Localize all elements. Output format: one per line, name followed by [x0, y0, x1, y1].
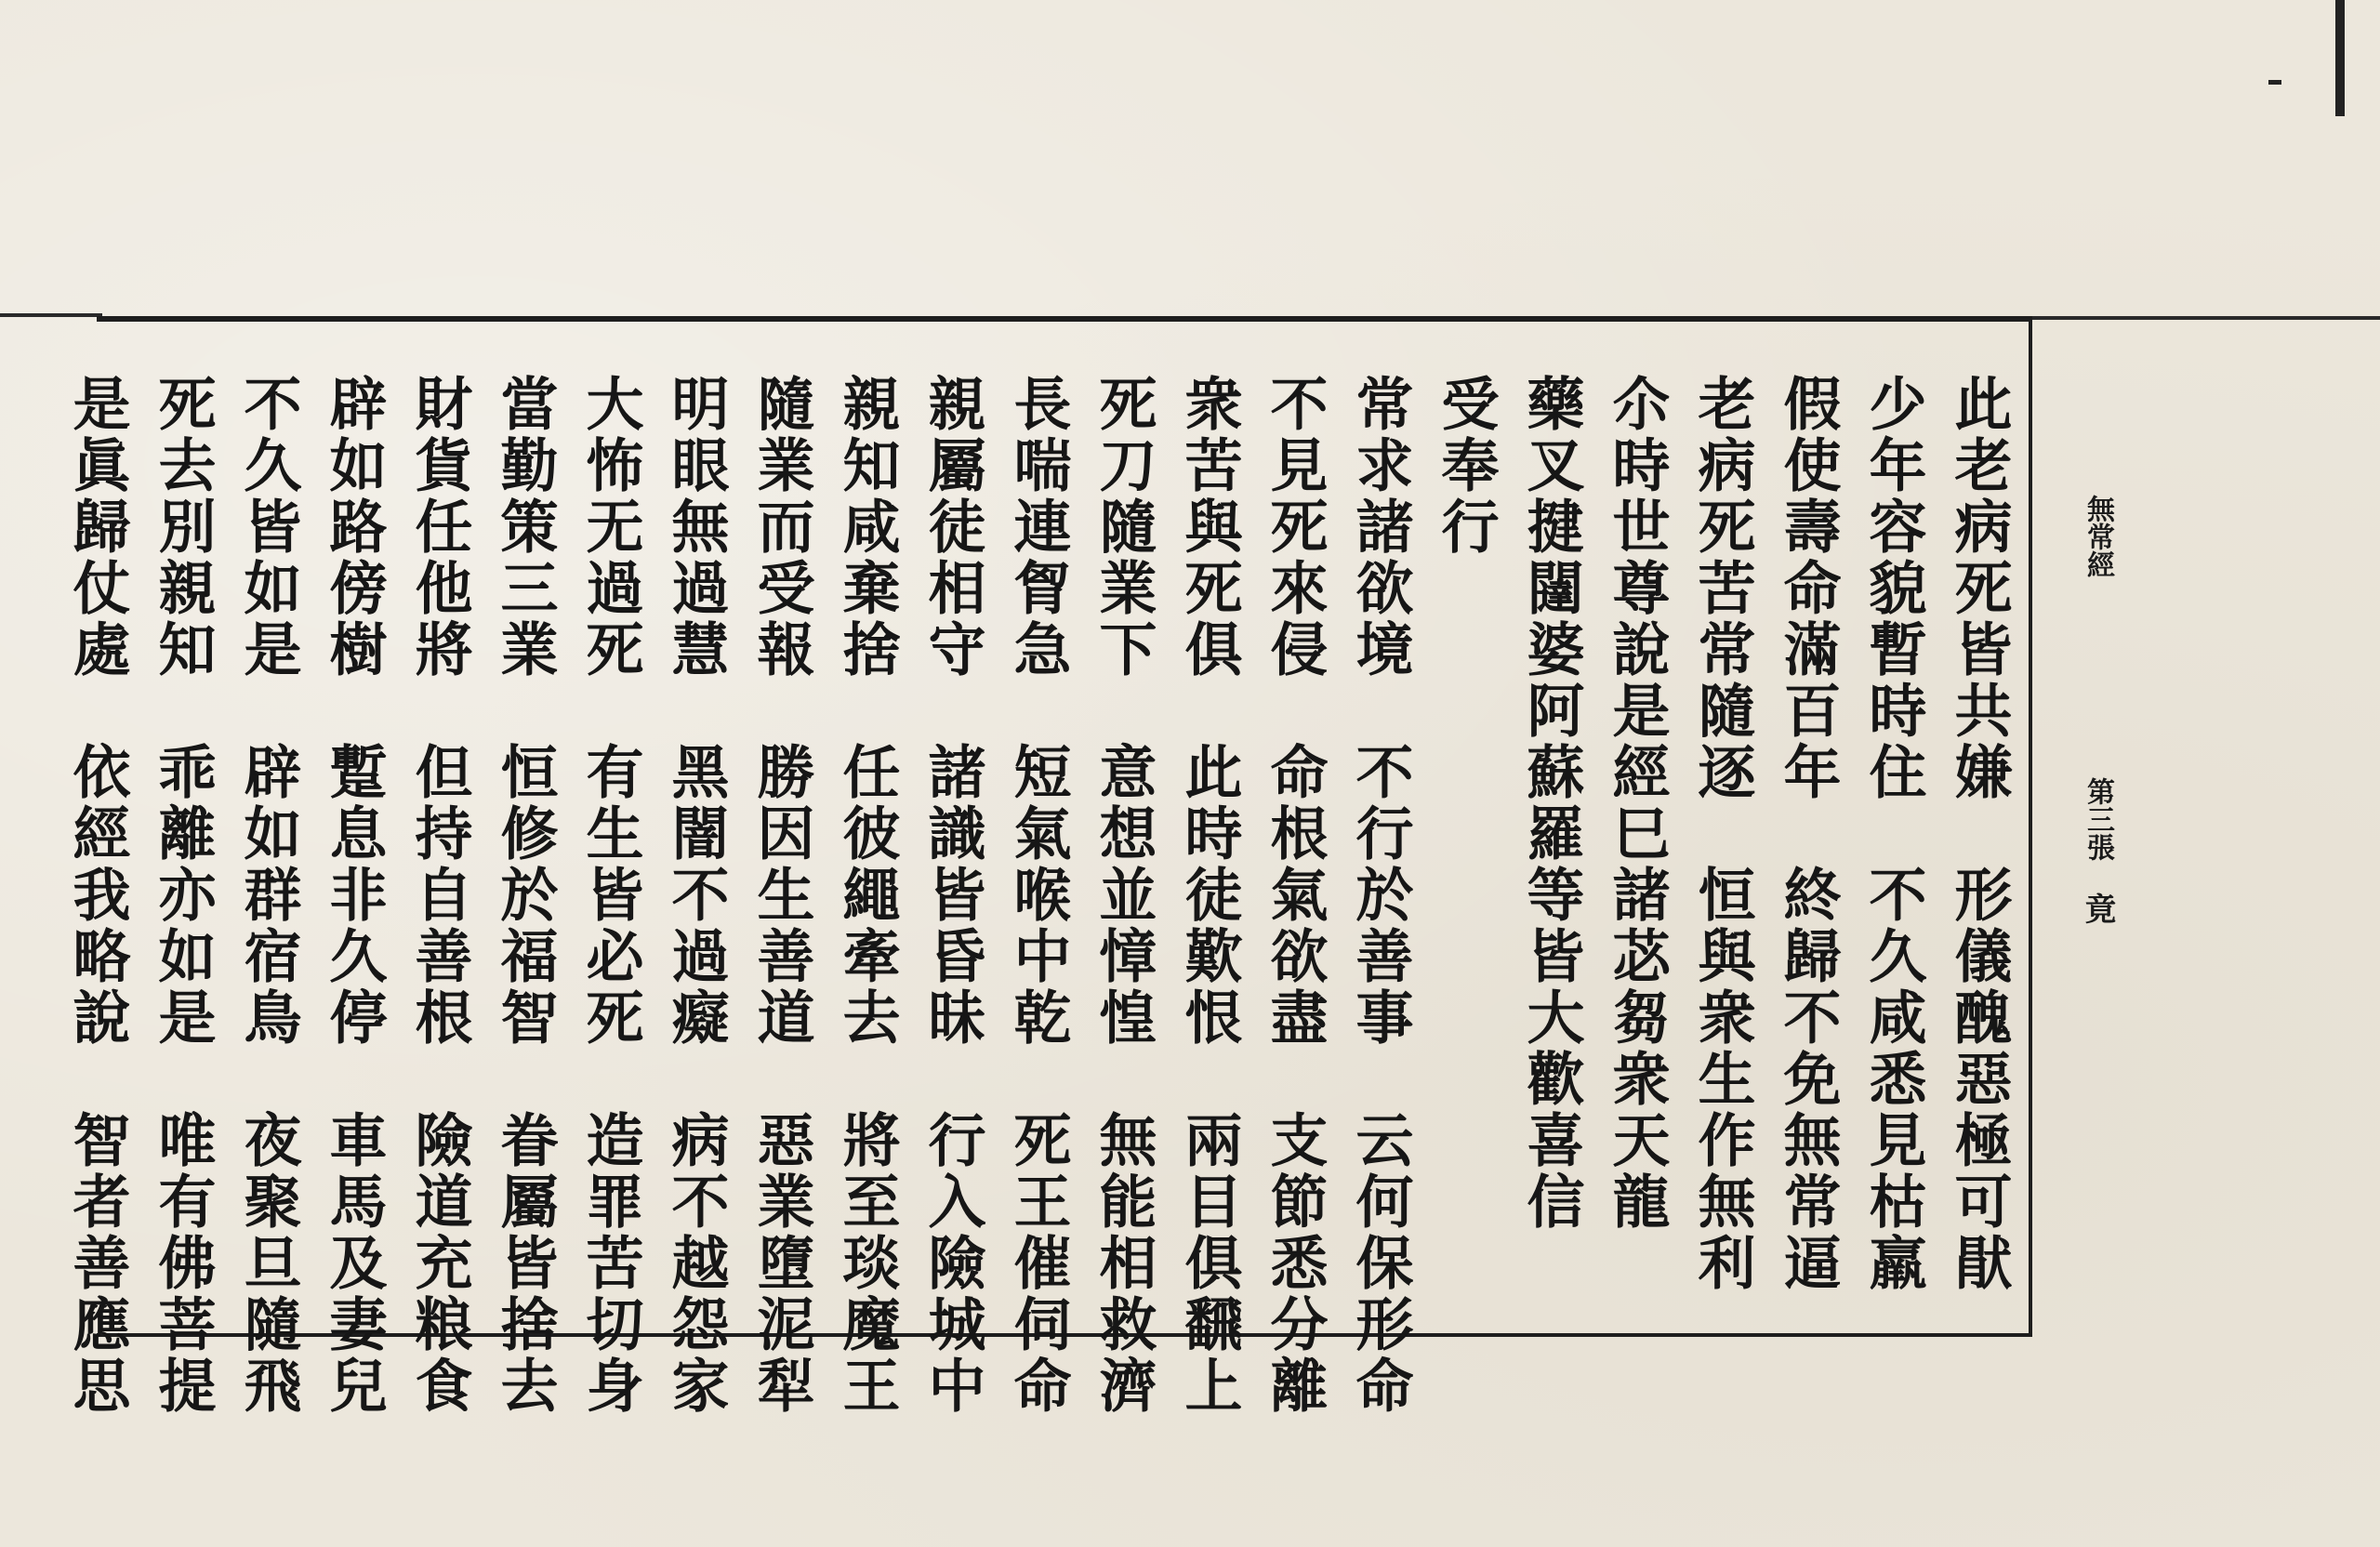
- text-column: 衆苦與死俱 此時徒歎恨 兩目俱飜上: [1175, 374, 1243, 1417]
- text-column: 死刀隨業下 意想並慞惶 無能相救濟: [1090, 374, 1157, 1417]
- text-column: 常求諸欲境 不行於善事 云何保形命: [1346, 374, 1414, 1417]
- end-mark-label: 竟: [2079, 892, 2116, 924]
- frame-top-rule-right: [2027, 316, 2380, 320]
- page-edge-mark: [2335, 0, 2345, 116]
- text-column: 親屬徒相守 諸識皆昏昧 行入險城中: [919, 374, 986, 1417]
- page-number-label: 第三張: [2082, 777, 2114, 861]
- text-column: 辟如路傍樹 蹔息非久停 車馬及妻兒: [320, 374, 388, 1417]
- text-column: 死去別親知 乖離亦如是 唯有佛菩提: [149, 374, 217, 1417]
- text-column: 大怖无過死 有生皆必死 造罪苦切身: [576, 374, 644, 1417]
- text-column: 長喘連胷急 短氣喉中乾 死王催伺命: [1004, 374, 1072, 1417]
- text-column: 少年容貌暫時住 不久咸悉見枯羸: [1859, 374, 1927, 1294]
- text-column: 財貨任他將 但持自善根 險道充粮食: [405, 374, 473, 1417]
- text-column: 不久皆如是 辟如群宿鳥 夜聚旦隨飛: [234, 374, 302, 1417]
- text-column: 受奉行: [1432, 374, 1500, 558]
- text-column: 親知咸棄捨 任彼繩牽去 將至琰魔王: [833, 374, 901, 1417]
- text-column: 當勤策三業 恒修於福智 眷屬皆捨去: [491, 374, 559, 1417]
- text-column: 老病死苦常隨逐 恒與衆生作無利: [1688, 374, 1756, 1294]
- text-column: 藥叉揵闥婆阿蘇羅等皆大歡喜信: [1517, 374, 1585, 1233]
- text-column: 尒時世尊說是經巳諸苾芻衆天龍: [1603, 374, 1671, 1233]
- text-column: 假使壽命滿百年 終歸不免無常逼: [1774, 374, 1842, 1294]
- ink-dash-mark: [2268, 80, 2281, 85]
- text-column: 此老病死皆共嫌 形儀醜惡極可猒: [1945, 374, 2013, 1294]
- text-column: 不見死來侵 命根氣欲盡 支節悉分離: [1261, 374, 1329, 1417]
- text-column: 明眼無過慧 黑闇不過癡 病不越怨家: [662, 374, 730, 1417]
- sutra-title-label: 無常經: [2082, 495, 2114, 578]
- frame-top-rule-left: [0, 313, 102, 317]
- text-column: 是眞歸仗處 依經我略說 智者善應思: [63, 374, 131, 1417]
- text-column: 隨業而受報 勝因生善道 惡業墮泥犁: [747, 374, 815, 1417]
